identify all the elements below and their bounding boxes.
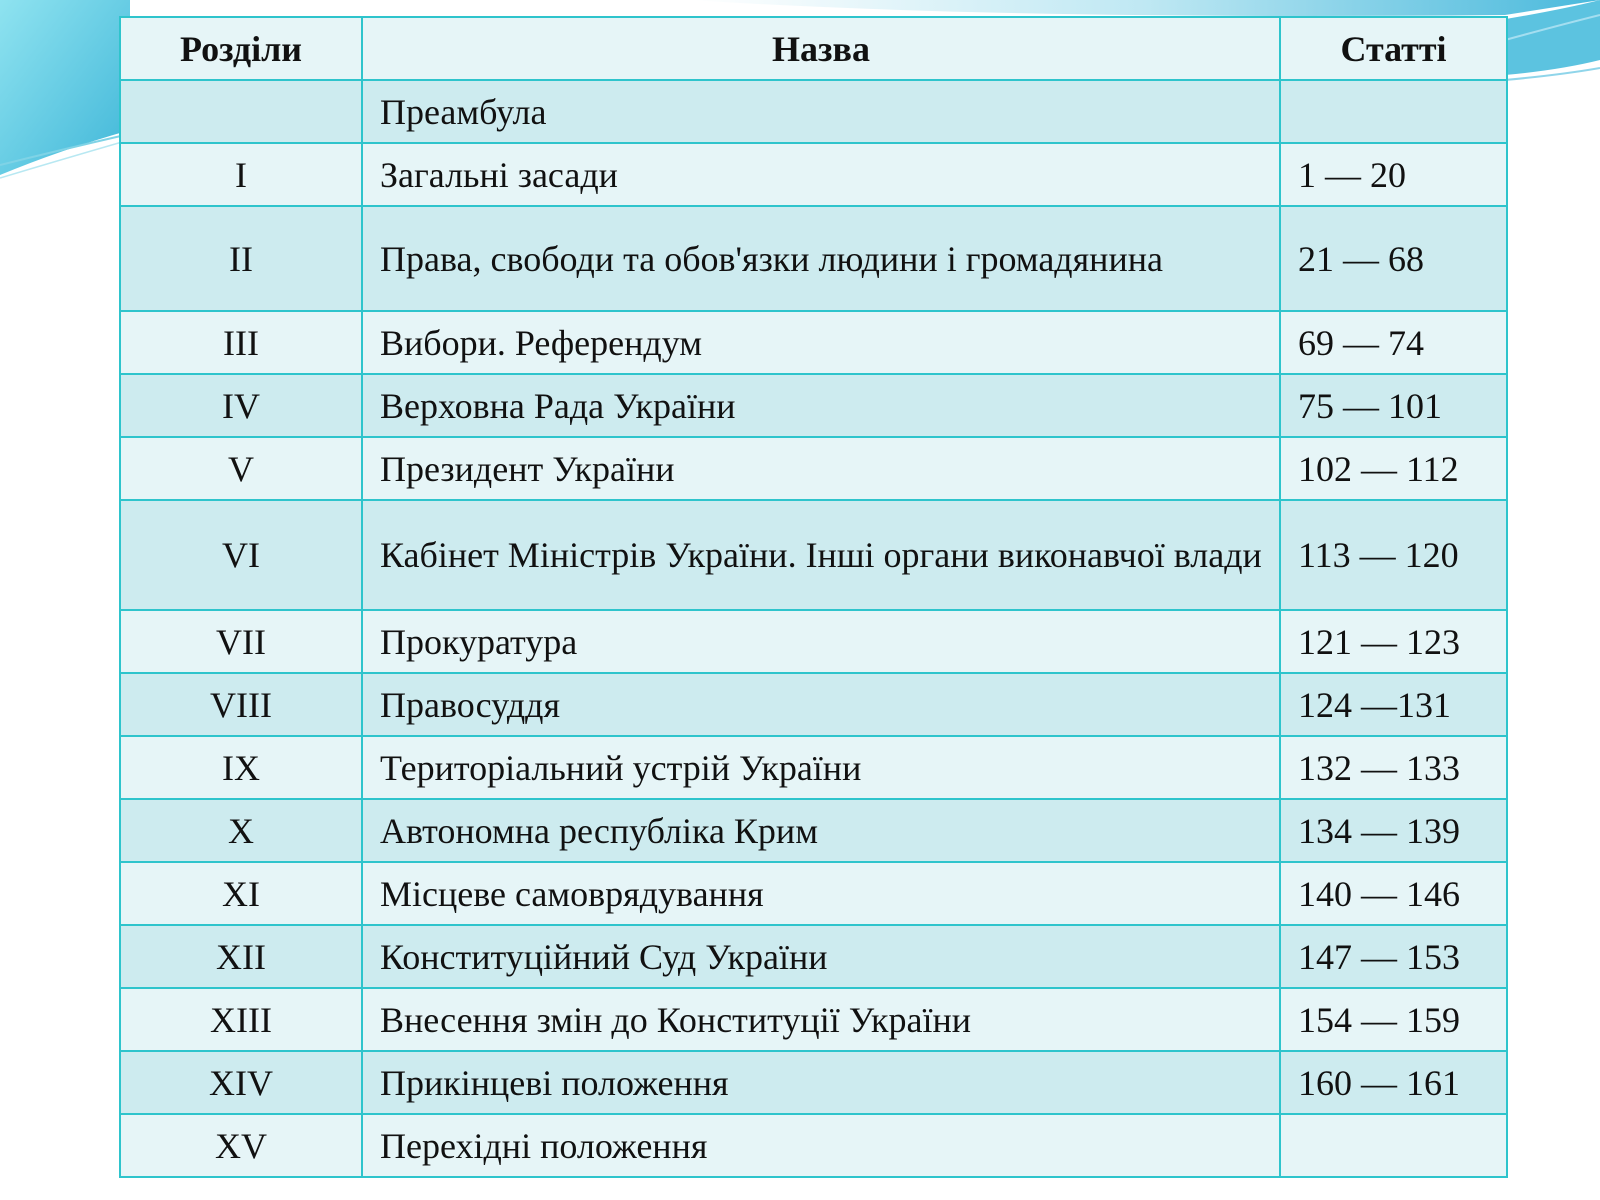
section-number: VI — [120, 500, 362, 610]
section-articles: 140 — 146 — [1280, 862, 1507, 925]
section-title: Президент України — [362, 437, 1280, 500]
section-title: Місцеве самоврядування — [362, 862, 1280, 925]
table-row — [120, 374, 1507, 437]
table-row — [120, 1114, 1507, 1177]
section-articles — [1280, 80, 1507, 143]
section-number: XV — [120, 1114, 362, 1177]
table-row — [120, 80, 1507, 143]
section-number: VII — [120, 610, 362, 673]
section-title: Преамбула — [362, 80, 1280, 143]
section-articles: 102 — 112 — [1280, 437, 1507, 500]
header-title: Назва — [362, 17, 1280, 80]
constitution-sections-table — [119, 16, 1508, 1178]
section-number: XIII — [120, 988, 362, 1051]
section-number: III — [120, 311, 362, 374]
section-articles: 134 — 139 — [1280, 799, 1507, 862]
table-row — [120, 1051, 1507, 1114]
section-number: XI — [120, 862, 362, 925]
section-number: IX — [120, 736, 362, 799]
table-row — [120, 437, 1507, 500]
section-articles: 75 — 101 — [1280, 374, 1507, 437]
section-title: Прикінцеві положення — [362, 1051, 1280, 1114]
section-articles: 132 — 133 — [1280, 736, 1507, 799]
table-row — [120, 610, 1507, 673]
table-row — [120, 500, 1507, 610]
section-articles: 69 — 74 — [1280, 311, 1507, 374]
section-number: XIV — [120, 1051, 362, 1114]
section-title: Територіальний устрій України — [362, 736, 1280, 799]
table-row — [120, 862, 1507, 925]
section-title: Автономна республіка Крим — [362, 799, 1280, 862]
header-articles: Статті — [1280, 17, 1507, 80]
section-articles: 154 — 159 — [1280, 988, 1507, 1051]
section-number: X — [120, 799, 362, 862]
table-row — [120, 206, 1507, 311]
section-title: Внесення змін до Конституції України — [362, 988, 1280, 1051]
table-header-row — [120, 17, 1507, 80]
section-title: Права, свободи та обов'язки людини і громадянина — [362, 206, 1280, 311]
section-number: V — [120, 437, 362, 500]
section-articles: 147 — 153 — [1280, 925, 1507, 988]
section-number: IV — [120, 374, 362, 437]
table-row — [120, 311, 1507, 374]
section-title: Перехідні положення — [362, 1114, 1280, 1177]
table-row — [120, 799, 1507, 862]
section-articles: 124 —131 — [1280, 673, 1507, 736]
table-row — [120, 143, 1507, 206]
section-articles: 113 — 120 — [1280, 500, 1507, 610]
section-number: VIII — [120, 673, 362, 736]
section-title: Прокуратура — [362, 610, 1280, 673]
section-number: I — [120, 143, 362, 206]
table-row — [120, 673, 1507, 736]
section-articles: 121 — 123 — [1280, 610, 1507, 673]
section-title: Вибори. Референдум — [362, 311, 1280, 374]
section-number: II — [120, 206, 362, 311]
header-section: Розділи — [120, 17, 362, 80]
section-title: Кабінет Міністрів України. Інші органи виконавчої влади — [362, 500, 1280, 610]
table-row — [120, 988, 1507, 1051]
section-articles: 1 — 20 — [1280, 143, 1507, 206]
section-title: Верховна Рада України — [362, 374, 1280, 437]
section-articles: 160 — 161 — [1280, 1051, 1507, 1114]
table-row — [120, 925, 1507, 988]
section-articles — [1280, 1114, 1507, 1177]
section-articles: 21 — 68 — [1280, 206, 1507, 311]
section-title: Загальні засади — [362, 143, 1280, 206]
section-number: XII — [120, 925, 362, 988]
table-row — [120, 736, 1507, 799]
section-number — [120, 80, 362, 143]
section-title: Правосуддя — [362, 673, 1280, 736]
section-title: Конституційний Суд України — [362, 925, 1280, 988]
